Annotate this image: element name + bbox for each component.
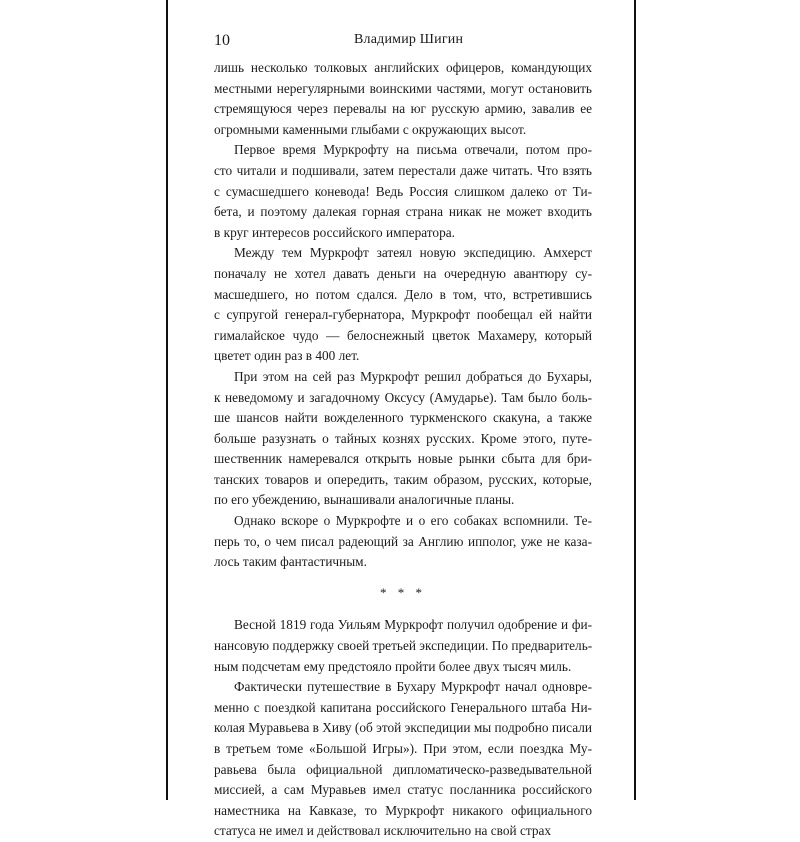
text-line: перь то, о чем писал радеющий за Англию ипполог, уже не каза- (214, 533, 592, 549)
text-line: гималайское чудо — белоснежный цветок Махамеру, который (214, 327, 592, 343)
running-head-author: Владимир Шигин (354, 32, 464, 47)
paragraphs-before-separator (214, 58, 592, 573)
text-line: Весной 1819 года Уильям Муркрофт получил одобрение и фи- (234, 617, 592, 633)
paragraphs-after-separator (214, 615, 592, 842)
text-line: в третьем томе «Большой Игры»). При этом, если поездка Му- (214, 741, 592, 756)
text-line: Между тем Муркрофт затеял новую экспедицию. Амхерст (234, 245, 592, 261)
text-line: ше шансов найти вожделенного туркменского скакуна, а также (214, 410, 592, 426)
paragraph (214, 58, 592, 140)
text-line: сто читали и подшивали, затем перестали даже читать. Что взять (214, 162, 592, 178)
paragraph (214, 140, 592, 243)
text-line: с сумасшедшего коневода! Ведь Россия слишком далеко от Ти- (214, 183, 592, 199)
text-line: цветет один раз в 400 лет. (214, 348, 360, 364)
text-line: равьева была официальной дипломатическо-разведывательной (214, 761, 592, 777)
text-line: по его убеждению, вынашивали аналогичные планы. (214, 492, 515, 508)
page-number: 10 (214, 32, 230, 49)
text-line: с супругой генерал-губернатора, Муркрофт пообещал ей найти (214, 307, 592, 323)
text-line: Однако вскоре о Муркрофте и о его собаках вспомнили. Те- (234, 513, 592, 529)
text-line: масшедшего, но потом сдался. Дело в том, что, встретившись (214, 286, 592, 302)
body-text (214, 58, 592, 842)
page-header (214, 32, 594, 54)
text-line: в круг интересов российского императора. (214, 224, 455, 240)
section-separator: * * * (380, 584, 426, 600)
text-line: местными нерегулярными воинскими частями, могут остановить (214, 80, 592, 96)
text-line: менно с поездкой капитана российского Генерального штаба Ни- (214, 699, 592, 715)
text-line: При этом на сей раз Муркрофт решил добраться до Бухары, (234, 368, 592, 384)
book-page (166, 0, 636, 839)
text-line: лось таким фантастичным. (214, 554, 367, 570)
paragraph (214, 677, 592, 842)
text-line: колая Муравьева в Хиву (об этой экспедиции мы подробно писали (214, 720, 592, 736)
text-line: ным подсчетам ему предстояло пройти более двух тысяч миль. (214, 658, 572, 674)
paragraph (214, 367, 592, 511)
paragraph (214, 511, 592, 573)
text-line: статуса не имел и действовал исключительно на свой страх (214, 823, 552, 839)
text-line: лишь несколько толковых английских офицеров, командующих (214, 60, 592, 75)
text-line: миссией, а сам Муравьев имел статус посланника российского (214, 782, 592, 798)
text-line: огромными каменными глыбами с окружающих высот. (214, 121, 527, 137)
text-line: танских товаров и опередить, таким образом, русских, которые, (214, 471, 592, 487)
text-line: больше разузнать о тайных кознях русских. Кроме этого, путе- (214, 430, 592, 446)
text-line: поначалу не хотел давать деньги на очередную авантюру су- (214, 265, 592, 281)
text-line: шественник намеревался открыть новые рынки сбыта для бри- (214, 451, 592, 467)
text-line: нансовую поддержку своей третьей экспедиции. По предваритель- (214, 638, 593, 654)
text-line: наместника на Кавказе, то Муркрофт никакого официального (214, 802, 592, 818)
paragraph (214, 243, 592, 367)
text-line: Первое время Муркрофту на письма отвечали, потом про- (234, 142, 592, 158)
text-line: стремящуюся через перевалы на юг русскую армию, завалив ее (214, 101, 592, 117)
text-line: Фактически путешествие в Бухару Муркрофт начал одновре- (234, 679, 592, 695)
text-line: к неведомому и загадочному Оксусу (Амударье). Там было боль- (214, 389, 592, 405)
paragraph (214, 615, 592, 677)
text-line: бета, и поэтому далекая горная страна никак не может входить (214, 204, 592, 220)
